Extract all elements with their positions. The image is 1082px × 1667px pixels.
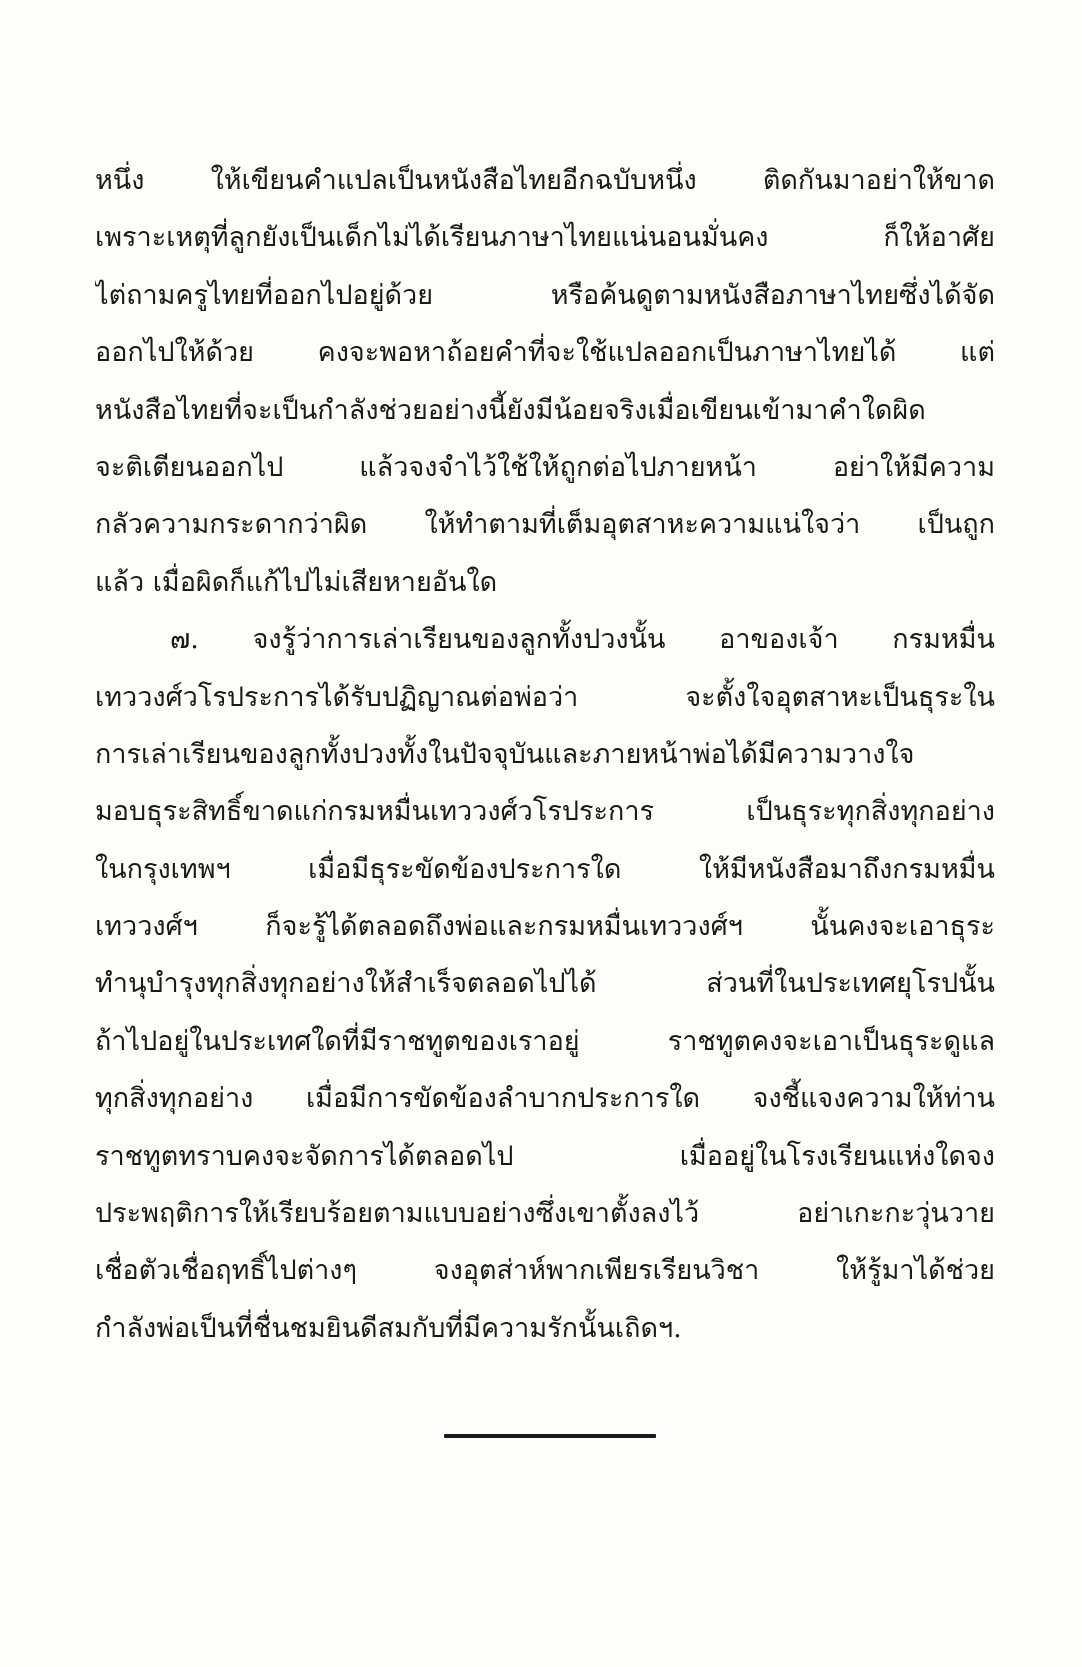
text-line: ถ้าไปอยู่ในประเทศใดที่มีราชทูตของเราอยู่ ราชทูตคงจะเอาเป็นธุระดูแล	[95, 1025, 995, 1057]
text-line: ราชทูตทราบคงจะจัดการได้ตลอดไป เมื่ออยู่ในโรงเรียนแห่งใดจง	[95, 1140, 995, 1172]
text-line: การเล่าเรียนของลูกทั้งปวงทั้งในปัจจุบันและภายหน้าพ่อได้มีความวางใจ	[95, 738, 915, 770]
text-line: กลัวความกระดากว่าผิด ให้ทำตามที่เต็มอุตสาหะความแน่ใจว่า เป็นถูก	[95, 509, 995, 541]
text-line: เทววงศ์วโรประการได้รับปฏิญาณต่อพ่อว่า จะตั้งใจอุตสาหะเป็นธุระใน	[95, 681, 995, 713]
closing-rule-divider	[444, 1434, 656, 1438]
text-line: กำลังพ่อเป็นที่ชื่นชมยินดีสมกับที่มีความรักนั้นเถิดฯ.	[95, 1312, 682, 1344]
text-line: หนึ่ง ให้เขียนคำแปลเป็นหนังสือไทยอีกฉบับหนึ่ง ติดกันมาอย่าให้ขาด	[95, 165, 995, 196]
text-line: ทุกสิ่งทุกอย่าง เมื่อมีการขัดข้องลำบากประการใด จงชี้แจงความให้ท่าน	[95, 1083, 995, 1115]
text-line: มอบธุระสิทธิ์ขาดแก่กรมหมื่นเทววงศ์วโรประการ เป็นธุระทุกสิ่งทุกอย่าง	[95, 796, 995, 828]
text-line: ในกรุงเทพฯ เมื่อมีธุระขัดข้องประการใด ให้มีหนังสือมาถึงกรมหมื่น	[95, 853, 995, 885]
text-line: หนังสือไทยที่จะเป็นกำลังช่วยอย่างนี้ยังมีน้อยจริงเมื่อเขียนเข้ามาคำใดผิด	[95, 394, 926, 426]
text-line: ทำนุบำรุงทุกสิ่งทุกอย่างให้สำเร็จตลอดไปได้ ส่วนที่ในประเทศยุโรปนั้น	[95, 968, 995, 1000]
paragraph-1	[95, 152, 995, 611]
text-line: ไต่ถามครูไทยที่ออกไปอยู่ด้วย หรือค้นดูตามหนังสือภาษาไทยซึ่งได้จัด	[95, 279, 995, 311]
body-text	[95, 152, 995, 1357]
text-line: ๗. จงรู้ว่าการเล่าเรียนของลูกทั้งปวงนั้น อาของเจ้า กรมหมื่น	[170, 624, 995, 656]
text-line: แล้ว เมื่อผิดก็แก้ไปไม่เสียหายอันใด	[95, 566, 498, 598]
text-line: เพราะเหตุที่ลูกยังเป็นเด็กไม่ได้เรียนภาษาไทยแน่นอนมั่นคง ก็ให้อาศัย	[95, 222, 995, 254]
text-line: จะติเตียนออกไป แล้วจงจำไว้ใช้ให้ถูกต่อไปภายหน้า อย่าให้มีความ	[95, 451, 995, 483]
paragraph-2	[95, 611, 995, 1357]
text-line: ออกไปให้ด้วย คงจะพอหาถ้อยคำที่จะใช้แปลออกเป็นภาษาไทยได้ แต่	[95, 337, 995, 369]
text-line: เชื่อตัวเชื่อฤทธิ์ไปต่างๆ จงอุตส่าห์พากเพียรเรียนวิชา ให้รู้มาได้ช่วย	[95, 1255, 995, 1287]
text-line: ประพฤติการให้เรียบร้อยตามแบบอย่างซึ่งเขาตั้งลงไว้ อย่าเกะกะวุ่นวาย	[95, 1198, 995, 1230]
text-line: เทววงศ์ฯ ก็จะรู้ได้ตลอดถึงพ่อและกรมหมื่นเทววงศ์ฯ นั้นคงจะเอาธุระ	[95, 911, 995, 943]
